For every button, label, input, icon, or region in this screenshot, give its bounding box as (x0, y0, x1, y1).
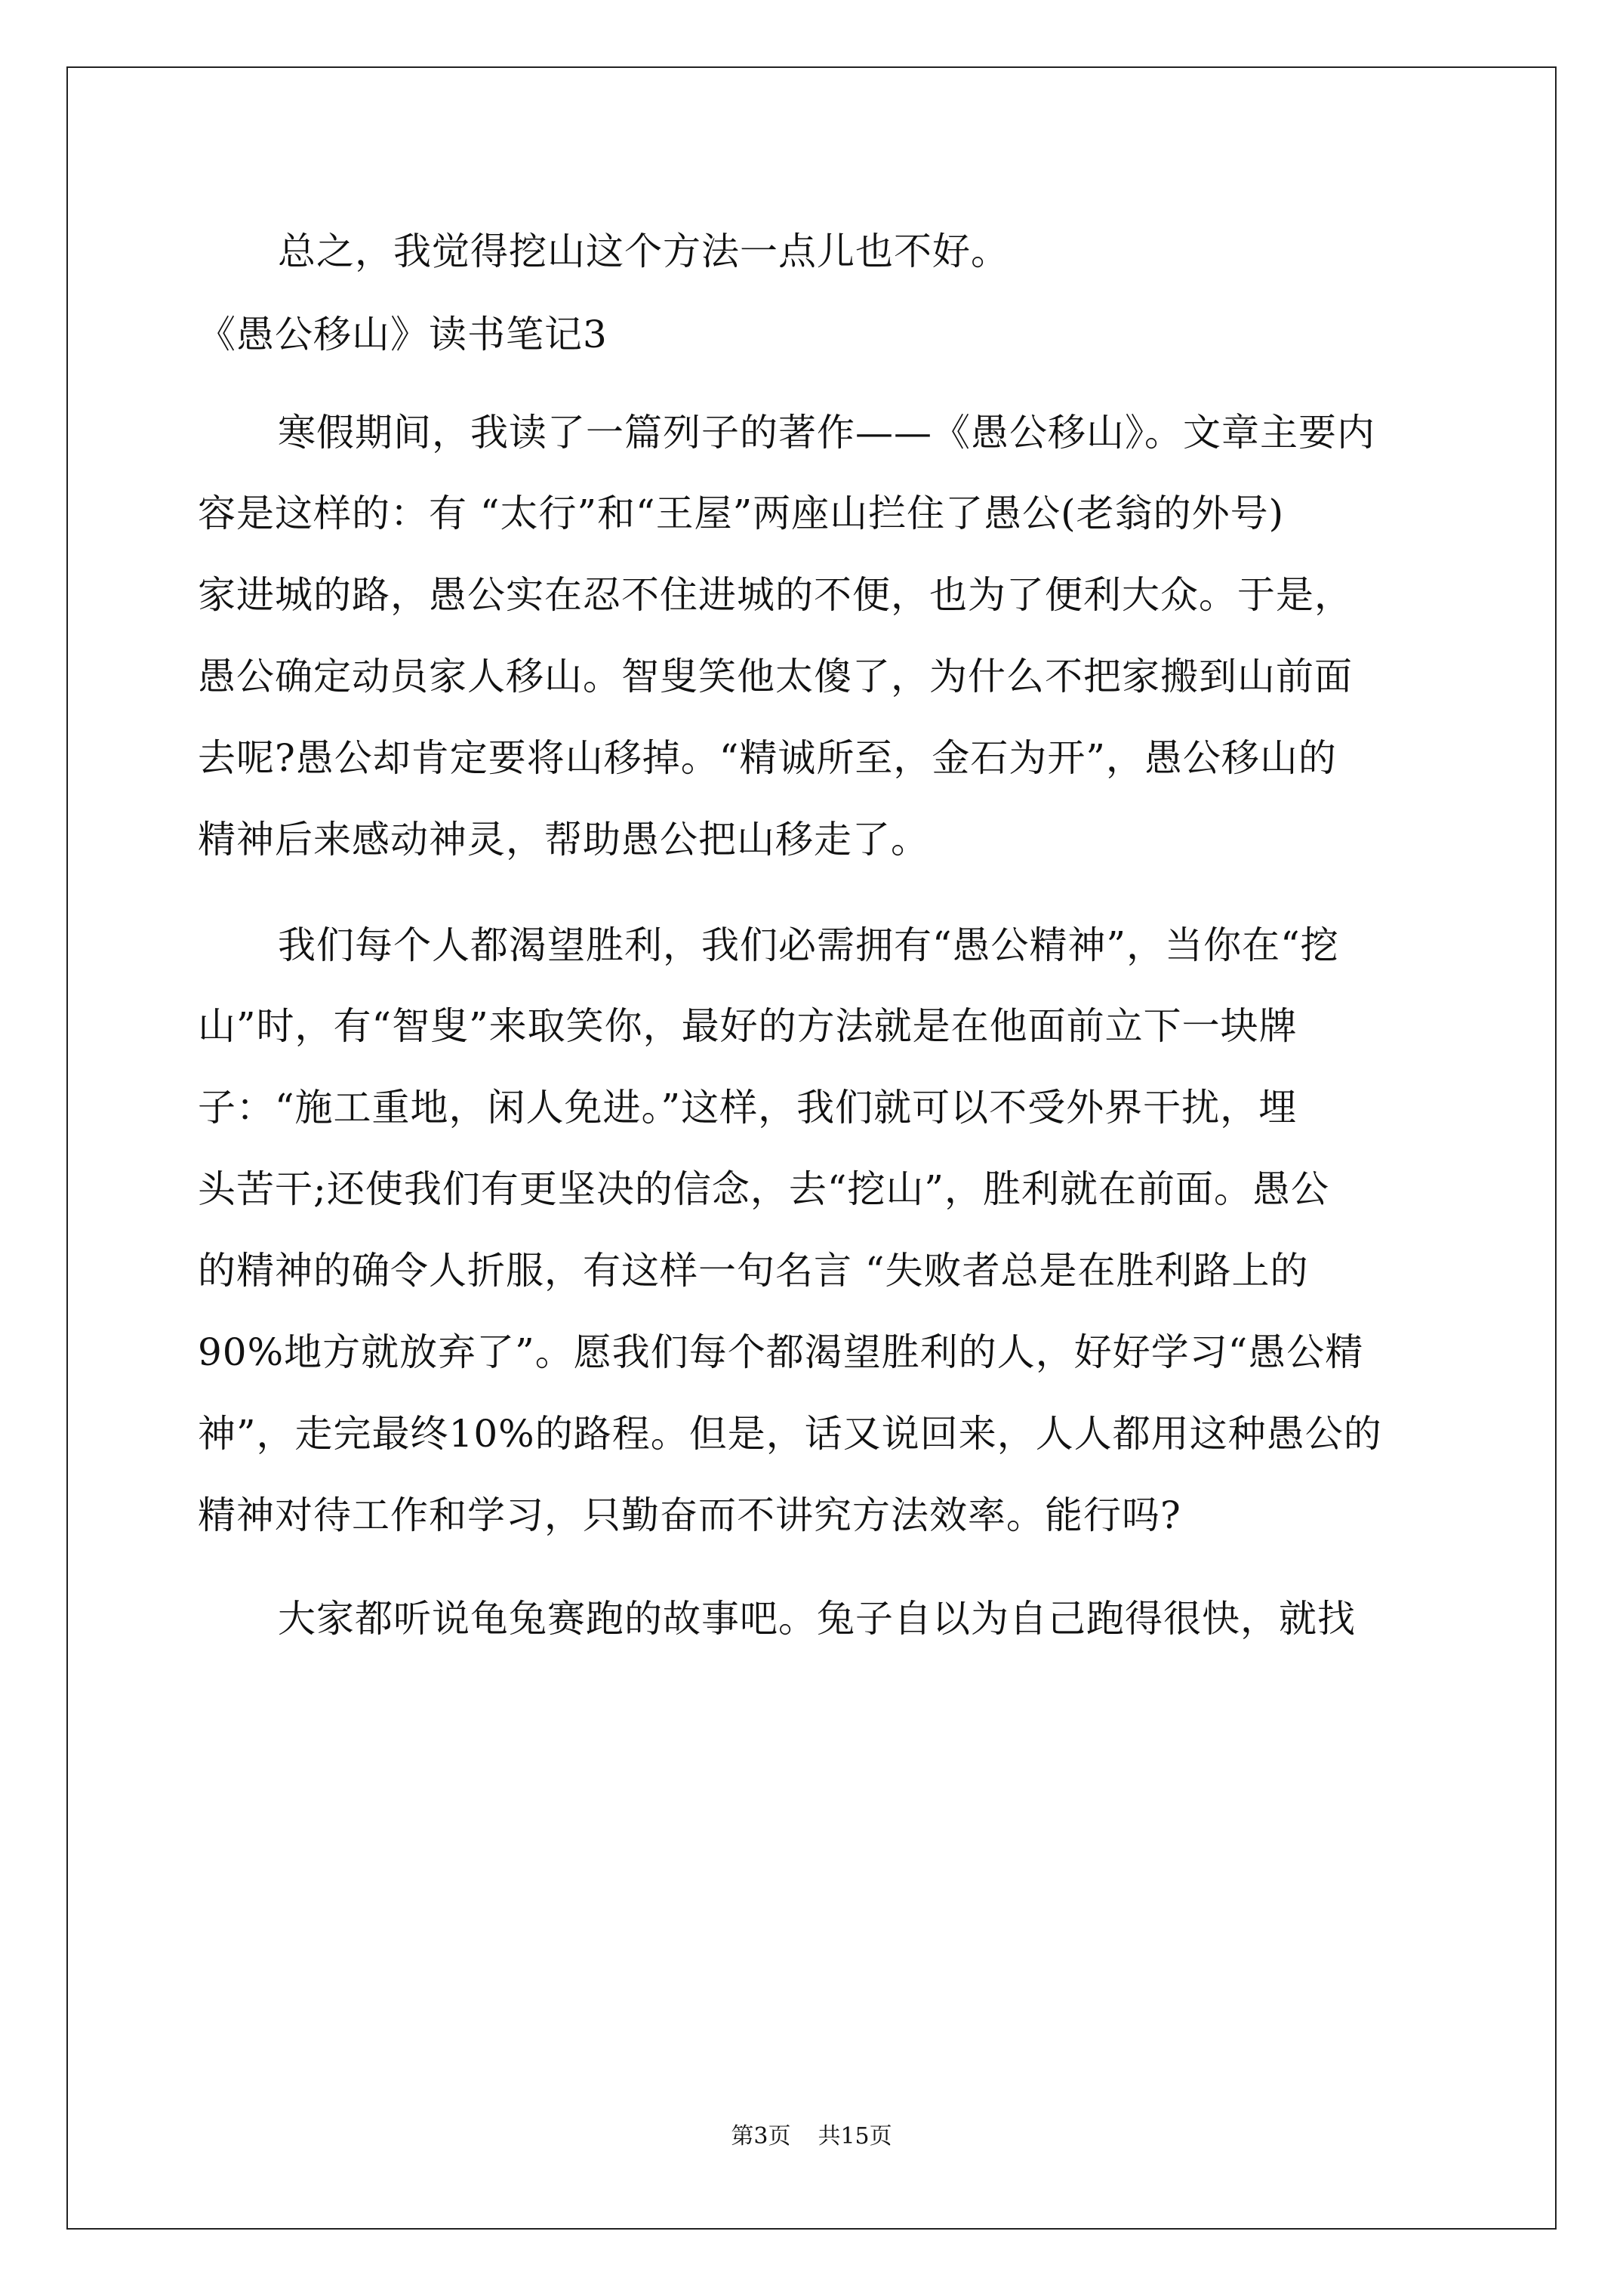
paragraph-line: 头苦干;还使我们有更坚决的信念，去“挖山”，胜利就在前面。愚公 (198, 1167, 1329, 1211)
paragraph-line: 90%地方就放弃了”。愿我们每个都渴望胜利的人，好好学习“愚公精 (198, 1330, 1364, 1374)
paragraph-line: 愚公确定动员家人移山。智叟笑他太傻了，为什么不把家搬到山前面 (198, 655, 1353, 698)
paragraph-line: 精神对待工作和学习，只勤奋而不讲究方法效率。能行吗? (198, 1493, 1181, 1537)
paragraph-line: 去呢?愚公却肯定要将山移掉。“精诚所至，金石为开”，愚公移山的 (198, 736, 1337, 780)
page-number-total: 共15页 (818, 2123, 892, 2150)
paragraph-line: 大家都听说龟兔赛跑的故事吧。兔子自以为自己跑得很快，就找 (278, 1597, 1356, 1641)
page-border (66, 66, 1557, 2230)
paragraph-line: 的精神的确令人折服，有这样一句名言 “失败者总是在胜利路上的 (198, 1249, 1309, 1293)
section-heading: 《愚公移山》读书笔记3 (198, 313, 608, 356)
paragraph-line: 家进城的路，愚公实在忍不住进城的不便，也为了便利大众。于是， (198, 573, 1353, 617)
paragraph-line: 我们每个人都渴望胜利，我们必需拥有“愚公精神”，当你在“挖 (278, 923, 1339, 967)
page-footer (0, 2122, 1623, 2152)
paragraph-line: 神”，走完最终10%的路程。但是，话又说回来，人人都用这种愚公的 (198, 1412, 1382, 1456)
paragraph-line: 容是这样的：有 “太行”和“王屋”两座山拦住了愚公(老翁的外号) (198, 492, 1285, 535)
paragraph-line: 精神后来感动神灵，帮助愚公把山移走了。 (198, 818, 929, 861)
page-number-current: 第3页 (731, 2123, 791, 2150)
paragraph-line: 寒假期间，我读了一篇列子的著作——《愚公移山》。文章主要内 (278, 411, 1375, 455)
paragraph-line: 总之，我觉得挖山这个方法一点儿也不好。 (278, 230, 1009, 273)
paragraph-line: 子：“施工重地，闲人免进。”这样，我们就可以不受外界干扰，埋 (198, 1086, 1298, 1130)
paragraph-line: 山”时，有“智叟”来取笑你，最好的方法就是在他面前立下一块牌 (198, 1004, 1298, 1048)
